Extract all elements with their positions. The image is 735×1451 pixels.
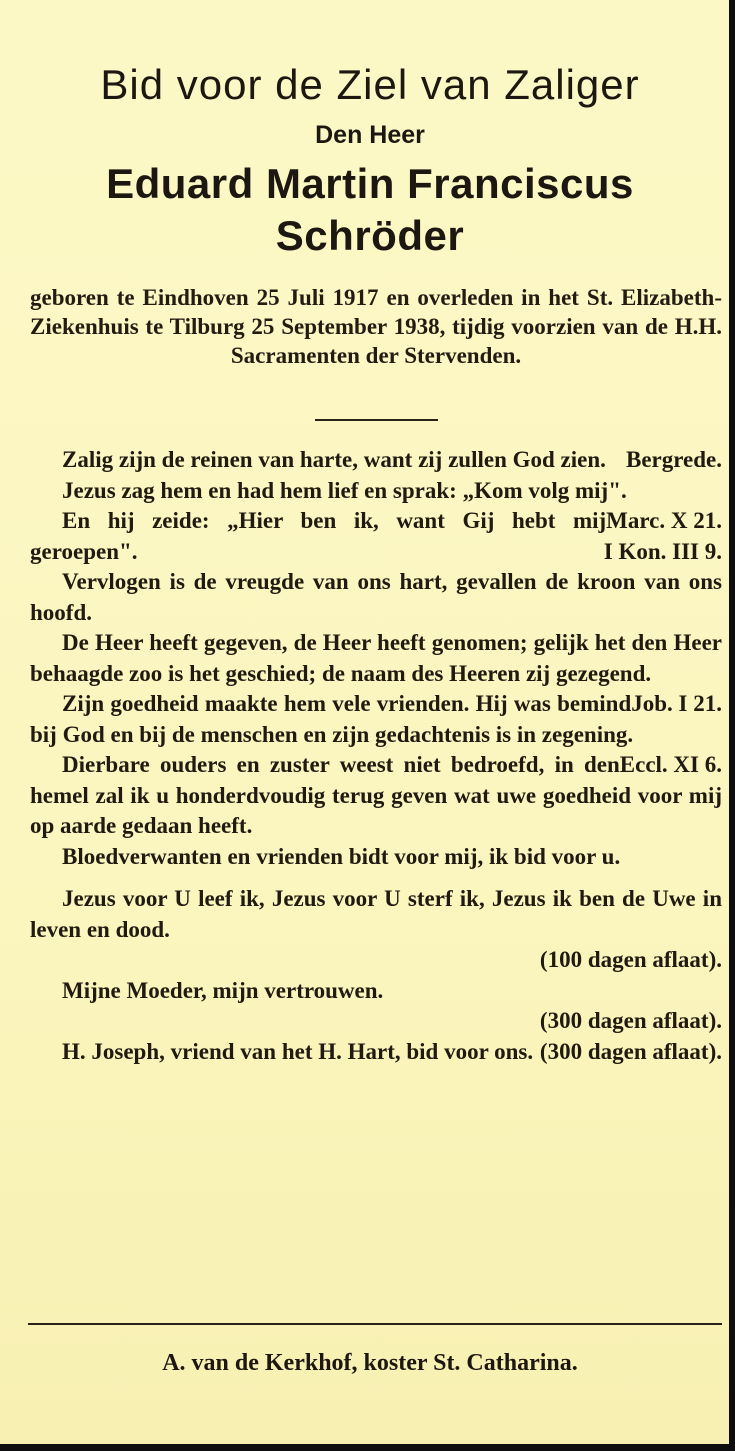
verses-block [30,445,722,1067]
verse-text: Vervlogen is de vreugde van ons hart, gevallen de kroon van ons hoofd. [30,569,722,625]
verse [30,567,722,628]
prayer-title: Bid voor de Ziel van Zaliger [100,61,640,108]
name-line-2: Schröder [275,212,465,259]
verse-text: Zijn goedheid maakte hem vele vrienden. Hij was bemind bij God en bij de menschen en zijn gedachtenis is in zegening. [30,691,634,747]
verse-text: Jezus zag hem en had hem lief en sprak: „Kom volg mij". [62,477,627,503]
indulgence: (300 dagen aflaat). [539,1008,722,1033]
deceased-name [20,158,720,262]
verse-reference: I Kon. III 9. [603,538,722,564]
prayer: Jezus voor U leef ik, Jezus voor U sterf ik, Jezus ik ben de Uwe in leven en dood. [30,886,722,942]
scan-edge-bottom [0,1444,735,1451]
honorific: Den Heer [315,121,425,149]
footer-credit: A. van de Kerkhof, koster St. Catharina. [162,1350,578,1376]
verse [30,842,722,873]
verse [30,750,722,842]
verse-reference: Bergrede. [625,447,722,472]
verse-reference: Marc. X 21. [606,508,722,533]
verse-text: De Heer heeft gegeven, de Heer heeft genomen; gelijk het den Heer behaagde zoo is het geschied; de naam des Heeren zij gezegend. [30,630,722,686]
verse-reference: Eccl. XI 6. [619,752,722,777]
verse [30,689,722,777]
footer-divider [28,1323,722,1325]
biography: geboren te Eindhoven 25 Juli 1917 en overleden in het St. Elizabeth-Ziekenhuis te Tilburg 25 September 1938, tijdig voorzien van de H.H. Sacramenten der Stervenden. [30,285,722,368]
verse-text: Zalig zijn de reinen van harte, want zij zullen God zien. [62,447,606,472]
indulgence: (100 dagen aflaat). [539,947,722,972]
prayer [30,1037,722,1068]
name-line-1: Eduard Martin Franciscus [106,160,634,207]
prayer: Mijne Moeder, mijn vertrouwen. [62,977,384,1003]
verse [30,445,722,476]
indulgence: (300 dagen aflaat). [539,1038,722,1064]
short-divider [315,419,438,421]
verse-text: Dierbare ouders en zuster weest niet bedroefd, in den hemel zal ik u honderdvoudig terug geven wat uwe goedheid voor mij op aarde gedaan heeft. [30,752,722,838]
verse [30,628,722,716]
verse-text: En hij zeide: „Hier ben ik, want Gij hebt mij geroepen". [30,508,607,564]
verse-text: Bloedverwanten en vrienden bidt voor mij, ik bid voor u. [62,843,621,869]
verse [30,476,722,533]
scan-edge-right [729,0,735,1451]
verse-reference: Job. I 21. [631,691,722,716]
prayer-text: H. Joseph, vriend van het H. Hart, bid voor ons. [62,1038,534,1064]
